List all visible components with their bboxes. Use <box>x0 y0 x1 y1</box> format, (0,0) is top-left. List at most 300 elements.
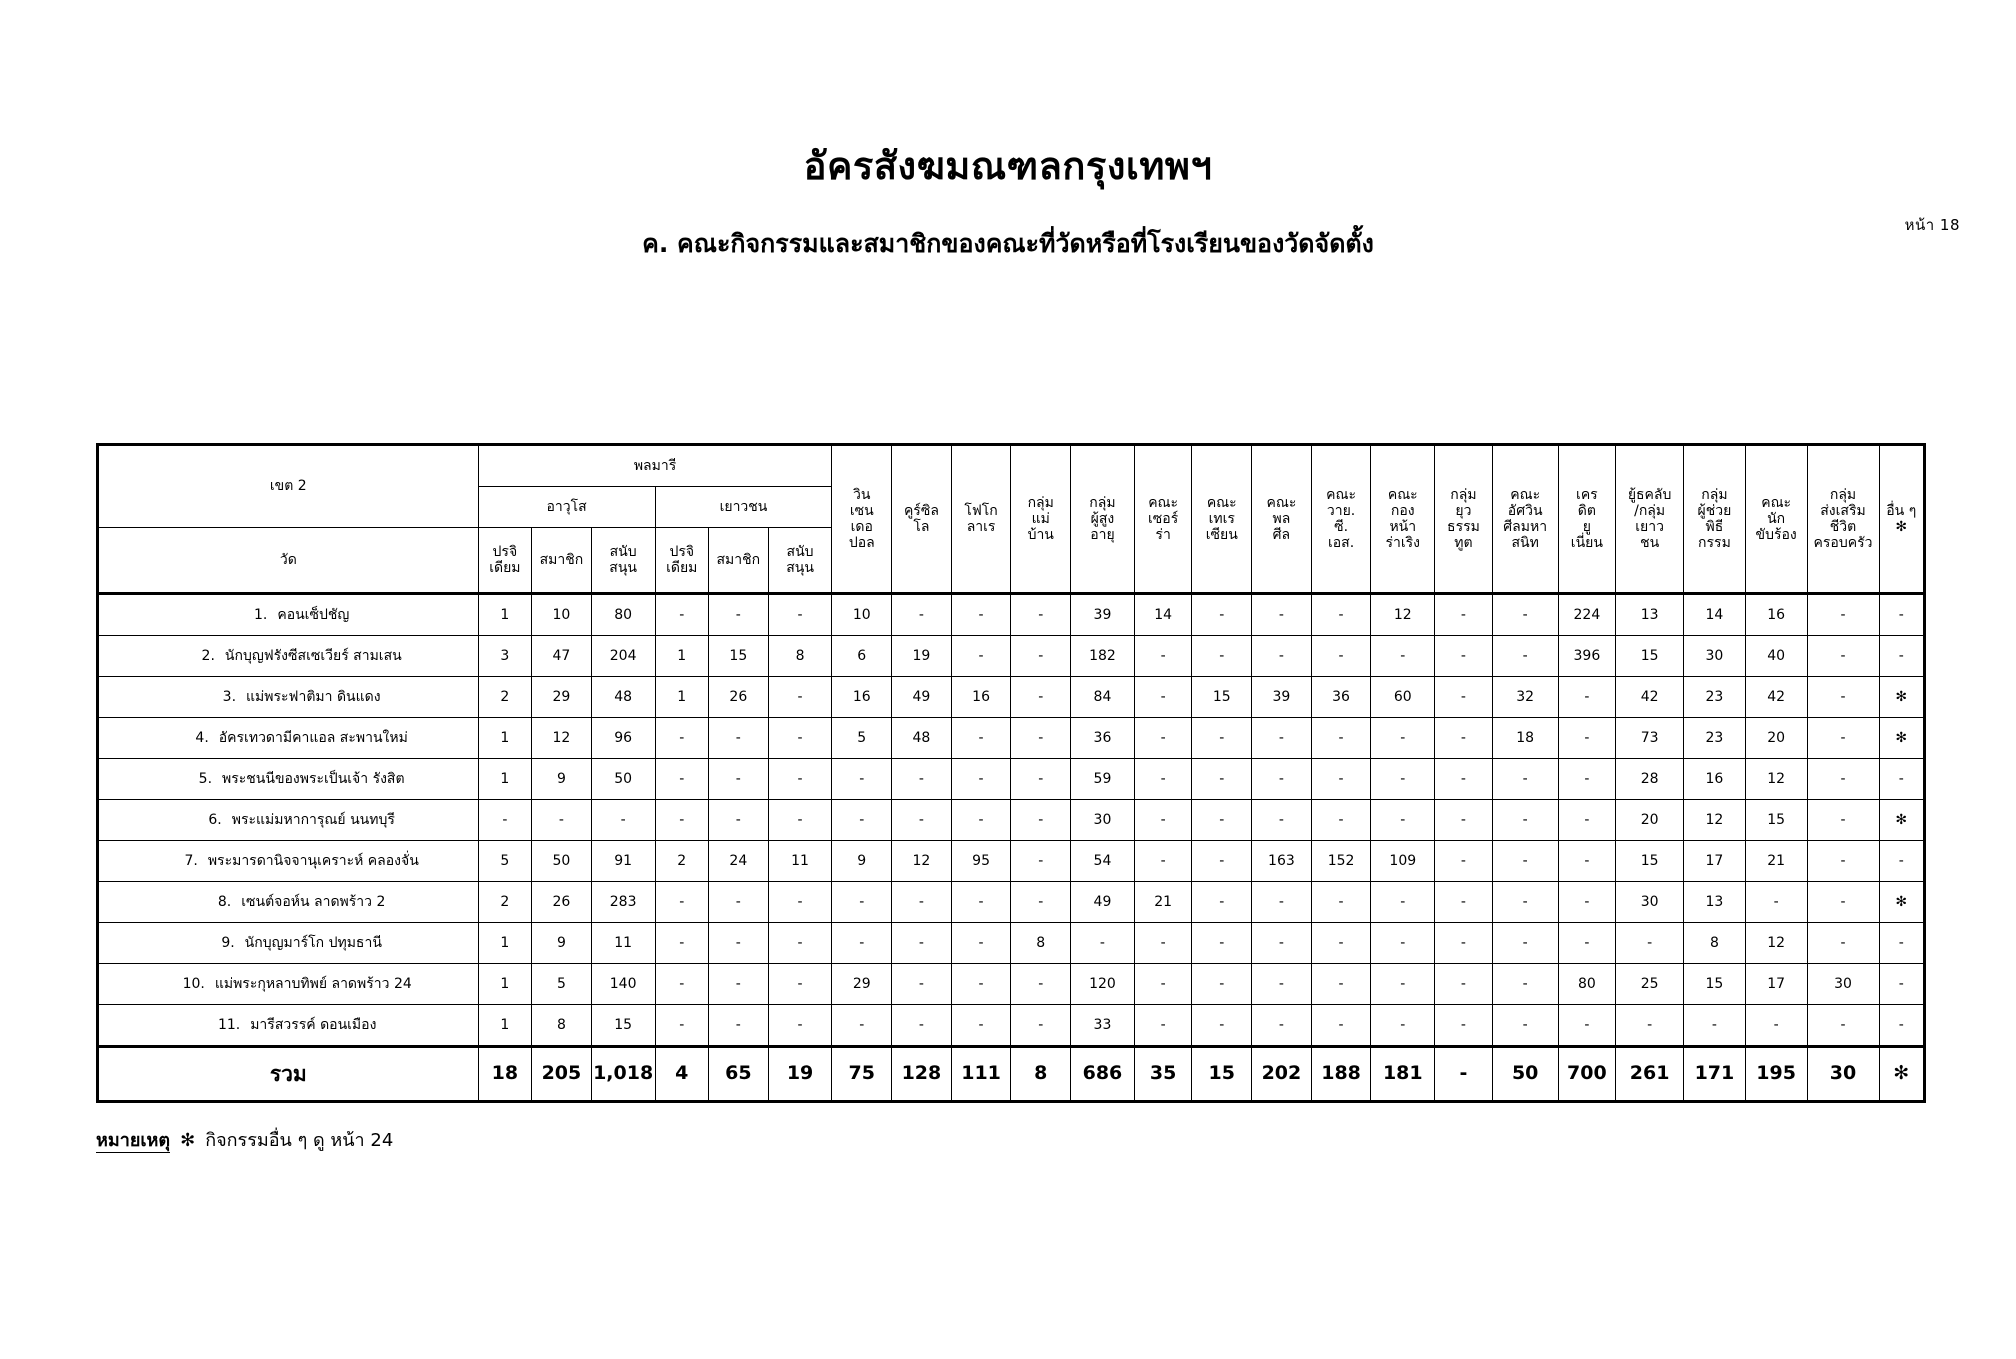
cell-r10-c13: - <box>1252 1005 1312 1047</box>
cell-r9-c14: - <box>1311 964 1371 1005</box>
cell-r7-c23: ✻ <box>1879 882 1925 923</box>
cell-r4-c14: - <box>1311 759 1371 800</box>
header-col-4: กลุ่ม ผู้สูง อายุ <box>1071 445 1135 594</box>
cell-r4-c5: - <box>768 759 832 800</box>
cell-r5-c12: - <box>1192 800 1252 841</box>
cell-r4-c1: 9 <box>532 759 592 800</box>
cell-r1-c8: - <box>951 636 1011 677</box>
cell-r8-c16: - <box>1435 923 1493 964</box>
header-col-10: กลุ่ม ยุว ธรรม ทูต <box>1435 445 1493 594</box>
table-row <box>98 677 1925 718</box>
cell-r7-c13: - <box>1252 882 1312 923</box>
cell-r2-c13: 39 <box>1252 677 1312 718</box>
cell-r6-c8: 95 <box>951 841 1011 882</box>
cell-r8-c13: - <box>1252 923 1312 964</box>
cell-r4-c18: - <box>1558 759 1616 800</box>
cell-r8-c0: 1 <box>478 923 531 964</box>
total-cell-3: 4 <box>655 1047 708 1102</box>
cell-r9-c18: 80 <box>1558 964 1616 1005</box>
cell-r5-c3: - <box>655 800 708 841</box>
cell-r3-c6: 5 <box>832 718 892 759</box>
cell-r9-c12: - <box>1192 964 1252 1005</box>
table-row <box>98 964 1925 1005</box>
cell-r10-c15: - <box>1371 1005 1435 1047</box>
cell-r8-c3: - <box>655 923 708 964</box>
cell-r6-c12: - <box>1192 841 1252 882</box>
cell-r10-c8: - <box>951 1005 1011 1047</box>
cell-r3-c8: - <box>951 718 1011 759</box>
cell-r6-c20: 17 <box>1684 841 1746 882</box>
table-row <box>98 923 1925 964</box>
page-number: หน้า 18 <box>1904 216 1960 234</box>
header-col-8: คณะ วาย. ซี. เอส. <box>1311 445 1371 594</box>
cell-r5-c20: 12 <box>1684 800 1746 841</box>
cell-r8-c7: - <box>892 923 952 964</box>
cell-r0-c12: - <box>1192 594 1252 636</box>
cell-r5-c1: - <box>532 800 592 841</box>
header-sub-5: สนับ สนุน <box>768 528 832 594</box>
cell-r10-c23: - <box>1879 1005 1925 1047</box>
cell-r1-c16: - <box>1435 636 1493 677</box>
cell-r2-c3: 1 <box>655 677 708 718</box>
table-row <box>98 882 1925 923</box>
cell-r2-c23: ✻ <box>1879 677 1925 718</box>
cell-r9-c19: 25 <box>1616 964 1684 1005</box>
cell-r4-c23: - <box>1879 759 1925 800</box>
cell-r3-c2: 96 <box>591 718 655 759</box>
cell-r0-c7: - <box>892 594 952 636</box>
cell-r3-c13: - <box>1252 718 1312 759</box>
header-sub-4: สมาชิก <box>709 528 769 594</box>
cell-r10-c4: - <box>709 1005 769 1047</box>
total-cell-12: 15 <box>1192 1047 1252 1102</box>
cell-r2-c4: 26 <box>709 677 769 718</box>
row-index: 8. <box>217 893 232 910</box>
cell-r6-c22: - <box>1807 841 1879 882</box>
total-cell-7: 128 <box>892 1047 952 1102</box>
total-cell-13: 202 <box>1252 1047 1312 1102</box>
cell-r8-c1: 9 <box>532 923 592 964</box>
cell-r1-c23: - <box>1879 636 1925 677</box>
cell-r3-c0: 1 <box>478 718 531 759</box>
cell-r2-c11: - <box>1134 677 1192 718</box>
cell-r5-c2: - <box>591 800 655 841</box>
table-row <box>98 1005 1925 1047</box>
data-table-container <box>96 443 1926 1103</box>
cell-r0-c19: 13 <box>1616 594 1684 636</box>
cell-r5-c0: - <box>478 800 531 841</box>
cell-r4-c2: 50 <box>591 759 655 800</box>
row-index: 5. <box>198 770 213 787</box>
row-parish-name: 3. แม่พระฟาติมา ดินแดง <box>98 677 479 718</box>
cell-r3-c22: - <box>1807 718 1879 759</box>
cell-r2-c10: 84 <box>1071 677 1135 718</box>
header-col-1: คูร์ซิล โล <box>892 445 952 594</box>
cell-r6-c1: 50 <box>532 841 592 882</box>
header-col-13: ยู้ธคลับ /กลุ่ม เยาว ชน <box>1616 445 1684 594</box>
cell-r0-c13: - <box>1252 594 1312 636</box>
cell-r9-c13: - <box>1252 964 1312 1005</box>
total-cell-10: 686 <box>1071 1047 1135 1102</box>
total-cell-17: 50 <box>1492 1047 1558 1102</box>
header-col-9: คณะ กอง หน้า ร่าเริง <box>1371 445 1435 594</box>
row-parish-name: 10. แม่พระกุหลาบทิพย์ ลาดพร้าว 24 <box>98 964 479 1005</box>
header-col-7: คณะ พล ศีล <box>1252 445 1312 594</box>
cell-r2-c16: - <box>1435 677 1493 718</box>
cell-r0-c11: 14 <box>1134 594 1192 636</box>
cell-r2-c17: 32 <box>1492 677 1558 718</box>
total-cell-0: 18 <box>478 1047 531 1102</box>
cell-r7-c7: - <box>892 882 952 923</box>
cell-r10-c7: - <box>892 1005 952 1047</box>
cell-r4-c19: 28 <box>1616 759 1684 800</box>
cell-r0-c8: - <box>951 594 1011 636</box>
cell-r0-c23: - <box>1879 594 1925 636</box>
cell-r8-c17: - <box>1492 923 1558 964</box>
cell-r8-c8: - <box>951 923 1011 964</box>
row-parish-name: 7. พระมารดานิจจานุเคราะห์ คลองจั่น <box>98 841 479 882</box>
total-cell-2: 1,018 <box>591 1047 655 1102</box>
header-row-1 <box>98 445 1925 487</box>
cell-r1-c20: 30 <box>1684 636 1746 677</box>
cell-r8-c21: 12 <box>1745 923 1807 964</box>
cell-r7-c8: - <box>951 882 1011 923</box>
cell-r6-c7: 12 <box>892 841 952 882</box>
row-index: 1. <box>253 606 268 623</box>
header-col-3: กลุ่ม แม่ บ้าน <box>1011 445 1071 594</box>
cell-r9-c15: - <box>1371 964 1435 1005</box>
cell-r3-c10: 36 <box>1071 718 1135 759</box>
row-parish-name: 8. เซนต์จอห์น ลาดพร้าว 2 <box>98 882 479 923</box>
cell-r5-c8: - <box>951 800 1011 841</box>
cell-r10-c1: 8 <box>532 1005 592 1047</box>
cell-r5-c10: 30 <box>1071 800 1135 841</box>
cell-r8-c10: - <box>1071 923 1135 964</box>
cell-r9-c20: 15 <box>1684 964 1746 1005</box>
cell-r0-c4: - <box>709 594 769 636</box>
cell-r6-c18: - <box>1558 841 1616 882</box>
cell-r7-c10: 49 <box>1071 882 1135 923</box>
cell-r10-c17: - <box>1492 1005 1558 1047</box>
cell-r2-c15: 60 <box>1371 677 1435 718</box>
header-sub-3: ปรจิ เดียม <box>655 528 708 594</box>
cell-r5-c14: - <box>1311 800 1371 841</box>
cell-r3-c16: - <box>1435 718 1493 759</box>
cell-r10-c14: - <box>1311 1005 1371 1047</box>
cell-r9-c0: 1 <box>478 964 531 1005</box>
cell-r7-c17: - <box>1492 882 1558 923</box>
table-total-row <box>98 1047 1925 1102</box>
table-row <box>98 800 1925 841</box>
cell-r4-c20: 16 <box>1684 759 1746 800</box>
cell-r0-c22: - <box>1807 594 1879 636</box>
cell-r8-c5: - <box>768 923 832 964</box>
cell-r7-c19: 30 <box>1616 882 1684 923</box>
cell-r0-c9: - <box>1011 594 1071 636</box>
cell-r10-c2: 15 <box>591 1005 655 1047</box>
cell-r5-c4: - <box>709 800 769 841</box>
cell-r1-c17: - <box>1492 636 1558 677</box>
table-row <box>98 636 1925 677</box>
cell-r2-c6: 16 <box>832 677 892 718</box>
cell-r1-c1: 47 <box>532 636 592 677</box>
row-index: 11. <box>217 1016 241 1033</box>
cell-r2-c7: 49 <box>892 677 952 718</box>
cell-r0-c10: 39 <box>1071 594 1135 636</box>
cell-r6-c14: 152 <box>1311 841 1371 882</box>
total-cell-22: 30 <box>1807 1047 1879 1102</box>
cell-r6-c2: 91 <box>591 841 655 882</box>
cell-r7-c18: - <box>1558 882 1616 923</box>
cell-r3-c9: - <box>1011 718 1071 759</box>
cell-r3-c12: - <box>1192 718 1252 759</box>
cell-r1-c21: 40 <box>1745 636 1807 677</box>
row-parish-name: 5. พระชนนีของพระเป็นเจ้า รังสิต <box>98 759 479 800</box>
cell-r1-c13: - <box>1252 636 1312 677</box>
cell-r4-c3: - <box>655 759 708 800</box>
row-parish-name: 11. มารีสวรรค์ ดอนเมือง <box>98 1005 479 1047</box>
total-cell-18: 700 <box>1558 1047 1616 1102</box>
total-cell-16: - <box>1435 1047 1493 1102</box>
row-index: 4. <box>195 729 209 746</box>
cell-r2-c2: 48 <box>591 677 655 718</box>
row-index: 7. <box>184 852 198 869</box>
cell-r10-c3: - <box>655 1005 708 1047</box>
cell-r9-c22: 30 <box>1807 964 1879 1005</box>
cell-r7-c16: - <box>1435 882 1493 923</box>
cell-r6-c4: 24 <box>709 841 769 882</box>
cell-r6-c11: - <box>1134 841 1192 882</box>
cell-r3-c18: - <box>1558 718 1616 759</box>
cell-r9-c9: - <box>1011 964 1071 1005</box>
cell-r9-c4: - <box>709 964 769 1005</box>
cell-r7-c11: 21 <box>1134 882 1192 923</box>
cell-r8-c15: - <box>1371 923 1435 964</box>
cell-r6-c6: 9 <box>832 841 892 882</box>
cell-r1-c4: 15 <box>709 636 769 677</box>
cell-r6-c19: 15 <box>1616 841 1684 882</box>
cell-r10-c22: - <box>1807 1005 1879 1047</box>
cell-r2-c8: 16 <box>951 677 1011 718</box>
cell-r2-c19: 42 <box>1616 677 1684 718</box>
cell-r1-c0: 3 <box>478 636 531 677</box>
header-zone: เขต 2 <box>98 445 479 528</box>
row-index: 3. <box>222 688 237 705</box>
cell-r0-c2: 80 <box>591 594 655 636</box>
cell-r7-c14: - <box>1311 882 1371 923</box>
cell-r6-c13: 163 <box>1252 841 1312 882</box>
total-cell-23: ✻ <box>1879 1047 1925 1102</box>
header-col-2: โฟโก ลาเร <box>951 445 1011 594</box>
footnote-symbol: ✻ <box>180 1130 196 1151</box>
cell-r0-c20: 14 <box>1684 594 1746 636</box>
cell-r5-c23: ✻ <box>1879 800 1925 841</box>
cell-r6-c3: 2 <box>655 841 708 882</box>
cell-r7-c3: - <box>655 882 708 923</box>
cell-r5-c13: - <box>1252 800 1312 841</box>
cell-r5-c5: - <box>768 800 832 841</box>
cell-r9-c1: 5 <box>532 964 592 1005</box>
page-title: อัครสังฆมณฑลกรุงเทพฯ <box>803 144 1213 188</box>
cell-r5-c7: - <box>892 800 952 841</box>
cell-r6-c5: 11 <box>768 841 832 882</box>
header-col-14: กลุ่ม ผู้ช่วย พิธี กรรม <box>1684 445 1746 594</box>
cell-r6-c21: 21 <box>1745 841 1807 882</box>
header-col-12: เคร ดิต ยู เนี่ยน <box>1558 445 1616 594</box>
cell-r4-c11: - <box>1134 759 1192 800</box>
header-sub-1: สมาชิก <box>532 528 592 594</box>
cell-r3-c23: ✻ <box>1879 718 1925 759</box>
cell-r10-c19: - <box>1616 1005 1684 1047</box>
cell-r7-c12: - <box>1192 882 1252 923</box>
cell-r9-c16: - <box>1435 964 1493 1005</box>
cell-r3-c5: - <box>768 718 832 759</box>
cell-r1-c15: - <box>1371 636 1435 677</box>
total-cell-11: 35 <box>1134 1047 1192 1102</box>
cell-r5-c19: 20 <box>1616 800 1684 841</box>
table-body <box>98 594 1925 1102</box>
cell-r0-c16: - <box>1435 594 1493 636</box>
cell-r7-c9: - <box>1011 882 1071 923</box>
cell-r8-c4: - <box>709 923 769 964</box>
cell-r9-c2: 140 <box>591 964 655 1005</box>
cell-r8-c23: - <box>1879 923 1925 964</box>
cell-r6-c23: - <box>1879 841 1925 882</box>
cell-r1-c5: 8 <box>768 636 832 677</box>
cell-r0-c21: 16 <box>1745 594 1807 636</box>
cell-r0-c5: - <box>768 594 832 636</box>
row-parish-name: 2. นักบุญฟรังซีสเซเวียร์ สามเสน <box>98 636 479 677</box>
cell-r4-c22: - <box>1807 759 1879 800</box>
cell-r10-c0: 1 <box>478 1005 531 1047</box>
cell-r2-c1: 29 <box>532 677 592 718</box>
cell-r4-c7: - <box>892 759 952 800</box>
cell-r2-c22: - <box>1807 677 1879 718</box>
row-parish-name: 4. อัครเทวดามีคาแอล สะพานใหม่ <box>98 718 479 759</box>
cell-r2-c18: - <box>1558 677 1616 718</box>
cell-r10-c12: - <box>1192 1005 1252 1047</box>
cell-r3-c3: - <box>655 718 708 759</box>
header-group-phonmari: พลมารี <box>478 445 832 487</box>
cell-r4-c21: 12 <box>1745 759 1807 800</box>
cell-r0-c17: - <box>1492 594 1558 636</box>
cell-r10-c10: 33 <box>1071 1005 1135 1047</box>
cell-r7-c6: - <box>832 882 892 923</box>
table-row <box>98 759 1925 800</box>
document-page <box>0 135 2016 1359</box>
cell-r3-c4: - <box>709 718 769 759</box>
cell-r4-c17: - <box>1492 759 1558 800</box>
cell-r9-c10: 120 <box>1071 964 1135 1005</box>
cell-r2-c14: 36 <box>1311 677 1371 718</box>
row-index: 2. <box>201 647 215 664</box>
cell-r8-c19: - <box>1616 923 1684 964</box>
cell-r1-c18: 396 <box>1558 636 1616 677</box>
table-row <box>98 718 1925 759</box>
total-cell-4: 65 <box>709 1047 769 1102</box>
cell-r0-c14: - <box>1311 594 1371 636</box>
header-wat: วัด <box>98 528 479 594</box>
cell-r0-c0: 1 <box>478 594 531 636</box>
cell-r9-c8: - <box>951 964 1011 1005</box>
total-cell-15: 181 <box>1371 1047 1435 1102</box>
parish-activities-table <box>96 443 1926 1103</box>
cell-r3-c11: - <box>1134 718 1192 759</box>
row-parish-name: 6. พระแม่มหาการุณย์ นนทบุรี <box>98 800 479 841</box>
cell-r8-c14: - <box>1311 923 1371 964</box>
header-sub-0: ปรจิ เดียม <box>478 528 531 594</box>
table-row <box>98 594 1925 636</box>
cell-r1-c3: 1 <box>655 636 708 677</box>
total-label: รวม <box>98 1047 479 1102</box>
row-index: 6. <box>208 811 222 828</box>
cell-r9-c23: - <box>1879 964 1925 1005</box>
total-cell-21: 195 <box>1745 1047 1807 1102</box>
header-group-yaowachon: เยาวชน <box>655 487 832 528</box>
header-col-5: คณะ เซอร์ ร่า <box>1134 445 1192 594</box>
cell-r10-c18: - <box>1558 1005 1616 1047</box>
cell-r4-c0: 1 <box>478 759 531 800</box>
cell-r8-c2: 11 <box>591 923 655 964</box>
row-index: 10. <box>182 975 205 992</box>
cell-r4-c12: - <box>1192 759 1252 800</box>
total-cell-9: 8 <box>1011 1047 1071 1102</box>
header-col-16: กลุ่ม ส่งเสริม ชีวิต ครอบครัว <box>1807 445 1879 594</box>
cell-r4-c4: - <box>709 759 769 800</box>
header-group-arusao: อาวุโส <box>478 487 655 528</box>
cell-r8-c9: 8 <box>1011 923 1071 964</box>
cell-r5-c9: - <box>1011 800 1071 841</box>
cell-r1-c12: - <box>1192 636 1252 677</box>
cell-r7-c20: 13 <box>1684 882 1746 923</box>
cell-r8-c11: - <box>1134 923 1192 964</box>
cell-r3-c19: 73 <box>1616 718 1684 759</box>
cell-r9-c5: - <box>768 964 832 1005</box>
cell-r7-c2: 283 <box>591 882 655 923</box>
cell-r8-c18: - <box>1558 923 1616 964</box>
cell-r7-c0: 2 <box>478 882 531 923</box>
cell-r3-c17: 18 <box>1492 718 1558 759</box>
row-parish-name: 9. นักบุญมาร์โก ปทุมธานี <box>98 923 479 964</box>
cell-r9-c21: 17 <box>1745 964 1807 1005</box>
cell-r1-c2: 204 <box>591 636 655 677</box>
footnote-label: หมายเหตุ <box>96 1130 171 1151</box>
cell-r5-c17: - <box>1492 800 1558 841</box>
cell-r6-c15: 109 <box>1371 841 1435 882</box>
cell-r3-c14: - <box>1311 718 1371 759</box>
cell-r2-c20: 23 <box>1684 677 1746 718</box>
header-col-11: คณะ อัศวิน ศีลมหา สนิท <box>1492 445 1558 594</box>
cell-r2-c12: 15 <box>1192 677 1252 718</box>
total-cell-5: 19 <box>768 1047 832 1102</box>
cell-r1-c11: - <box>1134 636 1192 677</box>
cell-r2-c0: 2 <box>478 677 531 718</box>
cell-r6-c0: 5 <box>478 841 531 882</box>
cell-r10-c11: - <box>1134 1005 1192 1047</box>
cell-r7-c1: 26 <box>532 882 592 923</box>
cell-r5-c16: - <box>1435 800 1493 841</box>
cell-r8-c20: 8 <box>1684 923 1746 964</box>
row-index: 9. <box>221 934 235 951</box>
cell-r7-c15: - <box>1371 882 1435 923</box>
cell-r10-c9: - <box>1011 1005 1071 1047</box>
cell-r4-c13: - <box>1252 759 1312 800</box>
cell-r1-c10: 182 <box>1071 636 1135 677</box>
cell-r8-c6: - <box>832 923 892 964</box>
total-cell-6: 75 <box>832 1047 892 1102</box>
cell-r3-c15: - <box>1371 718 1435 759</box>
table-header <box>98 445 1925 594</box>
